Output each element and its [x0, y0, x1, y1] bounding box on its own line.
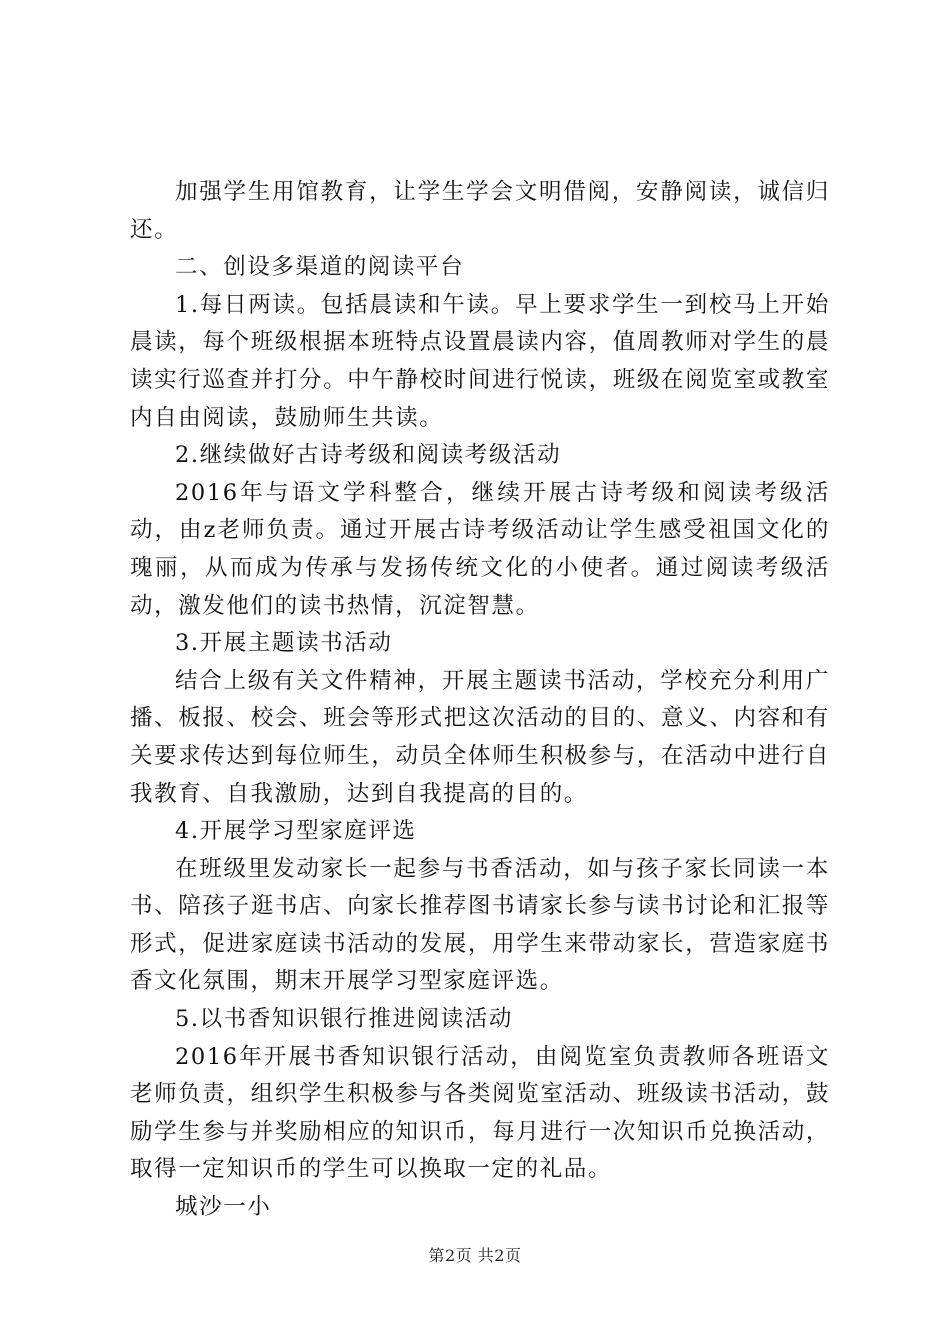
- signature-school-name: 城沙一小: [175, 1194, 272, 1221]
- page-number-footer: 第2页 共2页: [428, 1246, 522, 1265]
- paragraph: 结合上级有关文件精神，开展主题读书活动，学校充分利用广播、板报、校会、班会等形式把这次活动的目的、意义、内容和有关要求传达到每位师生，动员全体师生积极参与，在活动中进行自我教育、自我激励，达到自我提高的目的。: [130, 667, 830, 807]
- subheading: 5.以书香知识银行推进阅读活动: [175, 1006, 513, 1033]
- subheading: 2.继续做好古诗考级和阅读考级活动: [175, 442, 562, 469]
- section-heading: 二、创设多渠道的阅读平台: [175, 254, 465, 281]
- paragraph: 加强学生用馆教育，让学生学会文明借阅，安静阅读，诚信归还。: [130, 179, 830, 243]
- subheading: 3.开展主题读书活动: [175, 630, 393, 657]
- subheading: 4.开展学习型家庭评选: [175, 818, 417, 845]
- paragraph: 2016年开展书香知识银行活动，由阅览室负责教师各班语文老师负责，组织学生积极参与各类阅览室活动、班级读书活动，鼓励学生参与并奖励相应的知识币，每月进行一次知识币兑换活动，取得一定知识币的学生可以换取一定的礼品。: [130, 1043, 830, 1183]
- document-body: [130, 174, 830, 1227]
- paragraph: 1.每日两读。包括晨读和午读。早上要求学生一到校马上开始晨读，每个班级根据本班特点设置晨读内容，值周教师对学生的晨读实行巡查并打分。中午静校时间进行悦读，班级在阅览室或教室内自由阅读，鼓励师生共读。: [130, 291, 830, 431]
- paragraph: 2016年与语文学科整合，继续开展古诗考级和阅读考级活动，由z老师负责。通过开展古诗考级活动让学生感受祖国文化的瑰丽，从而成为传承与发扬传统文化的小使者。通过阅读考级活动，激发他们的读书热情，沉淀智慧。: [130, 479, 830, 619]
- paragraph: 在班级里发动家长一起参与书香活动，如与孩子家长同读一本书、陪孩子逛书店、向家长推荐图书请家长参与读书讨论和汇报等形式，促进家庭读书活动的发展，用学生来带动家长，营造家庭书香文化氛围，期末开展学习型家庭评选。: [130, 855, 830, 995]
